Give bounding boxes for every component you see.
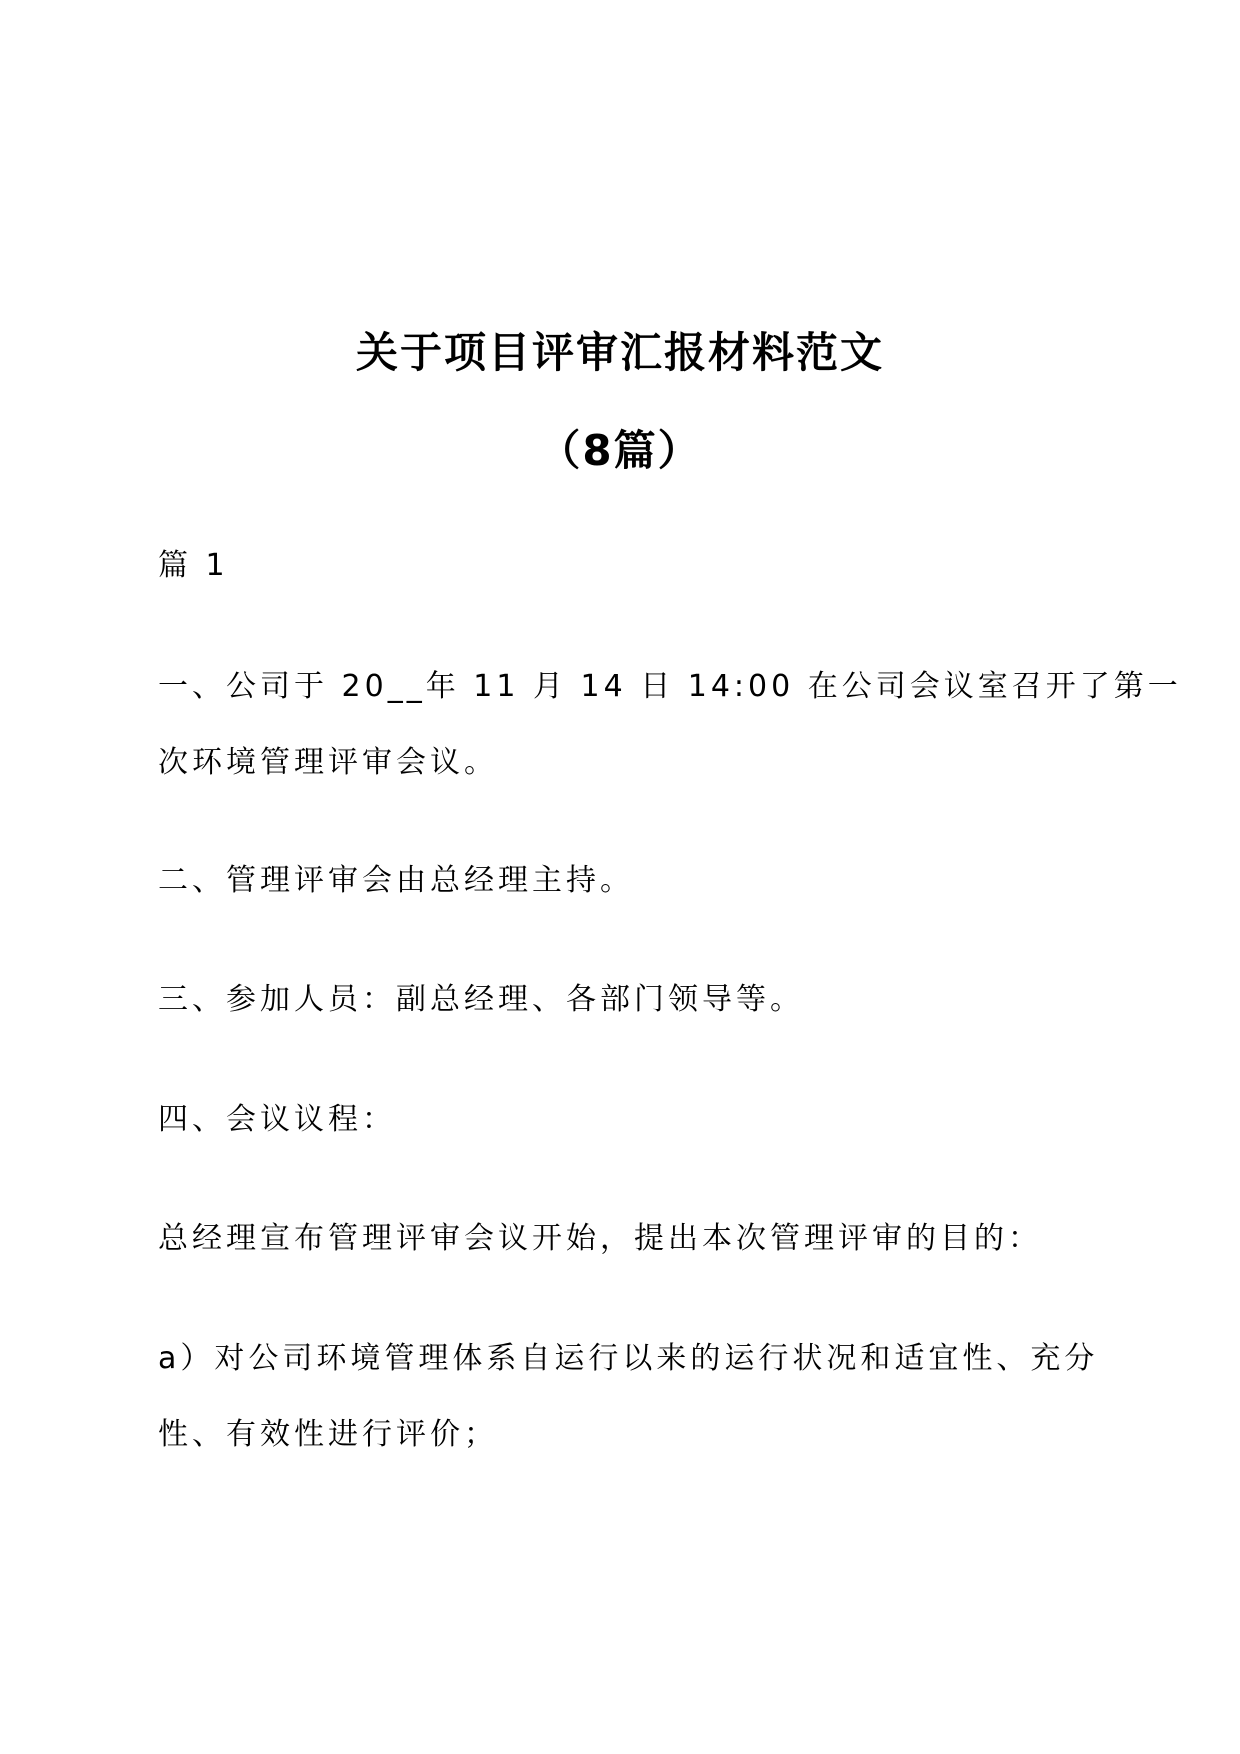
paragraph-1-line-2: 次环境管理评审会议。 [158, 745, 498, 780]
paragraph-5: 总经理宣布管理评审会议开始，提出本次管理评审的目的： [158, 1221, 1042, 1256]
paragraph-4: 四、会议议程： [158, 1102, 396, 1137]
document-subtitle: （8篇） [538, 426, 702, 475]
paragraph-1-line-1: 一、公司于 20__年 11 月 14 日 14:00 在公司会议室召开了第一 [158, 669, 1182, 704]
paragraph-6-line-1: a）对公司环境管理体系自运行以来的运行状况和适宜性、充分 [158, 1341, 1099, 1376]
document-title: 关于项目评审汇报材料范文 [355, 328, 884, 377]
paragraph-2: 二、管理评审会由总经理主持。 [158, 863, 634, 898]
paragraph-3: 三、参加人员：副总经理、各部门领导等。 [158, 982, 804, 1017]
chapter-label: 篇 1 [158, 548, 229, 583]
paragraph-6-line-2: 性、有效性进行评价； [158, 1417, 498, 1452]
